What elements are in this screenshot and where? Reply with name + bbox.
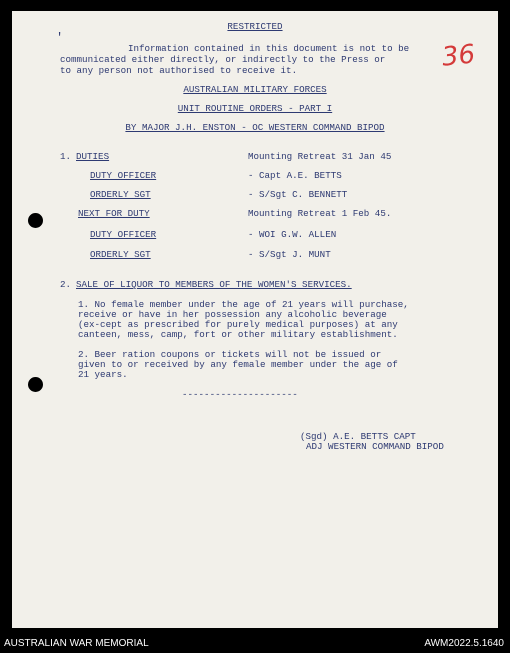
para-1-line-3: (ex-cept as prescribed for purely medical purposes) at any [78,319,398,330]
para-2-line-1: 2. Beer ration coupons or tickets will not be issued or [78,349,382,360]
stray-mark: ' [56,31,64,45]
para-2-line-2: given to or received by any female member under the age of [78,359,398,370]
punch-hole-bottom [28,377,43,392]
folio-number: 36 [440,39,477,73]
orderly-sgt-value: - S/Sgt C. BENNETT [248,189,348,200]
org-heading: AUSTRALIAN MILITARY FORCES [183,84,327,95]
section-2-heading: SALE OF LIQUOR TO MEMBERS OF THE WOMEN'S SERVICES. [76,279,352,290]
mounting-date-1: Mounting Retreat 31 Jan 45 [248,151,392,162]
orderly-sgt-2-value: - S/Sgt J. MUNT [248,249,331,260]
next-for-duty-label: NEXT FOR DUTY [78,208,150,219]
section-1-number: 1. [60,151,72,162]
orders-title: UNIT ROUTINE ORDERS - PART I [177,103,333,114]
footer-reference: AWM2022.5.1640 [424,638,504,649]
punch-hole-top [28,213,43,228]
para-2-line-3: 21 years. [78,369,128,380]
notice-line-2: communicated either directly, or indirectly to the Press or [60,54,386,65]
duty-officer-2-value: - WOI G.W. ALLEN [248,229,337,240]
separator-line: --------------------- [182,389,298,400]
classification-heading: RESTRICTED [227,21,283,32]
mounting-date-2: Mounting Retreat 1 Feb 45. [248,208,392,219]
notice-line-1: Information contained in this document is not to be [128,43,410,54]
footer-institution: AUSTRALIAN WAR MEMORIAL [4,638,149,649]
signature-line-1: (Sgd) A.E. BETTS CAPT [300,431,416,442]
para-1-line-4: canteen, mess, camp, fort or other military establishment. [78,329,398,340]
para-1-line-2: receive or have in her possession any alcoholic beverage [78,309,387,320]
para-1-line-1: 1. No female member under the age of 21 years will purchase, [78,299,409,310]
signature-line-2: ADJ WESTERN COMMAND BIPOD [306,441,444,452]
duty-officer-label: DUTY OFFICER [90,170,157,181]
byline: BY MAJOR J.H. ENSTON - OC WESTERN COMMAND BIPOD [125,122,385,133]
duty-officer-2-label: DUTY OFFICER [90,229,157,240]
section-1-heading: DUTIES [76,151,110,162]
orderly-sgt-label: ORDERLY SGT [90,189,151,200]
notice-line-3: to any person not authorised to receive it. [60,65,298,76]
orderly-sgt-2-label: ORDERLY SGT [90,249,151,260]
section-2-number: 2. [60,279,72,290]
document-page [12,11,498,628]
duty-officer-value: - Capt A.E. BETTS [248,170,342,181]
